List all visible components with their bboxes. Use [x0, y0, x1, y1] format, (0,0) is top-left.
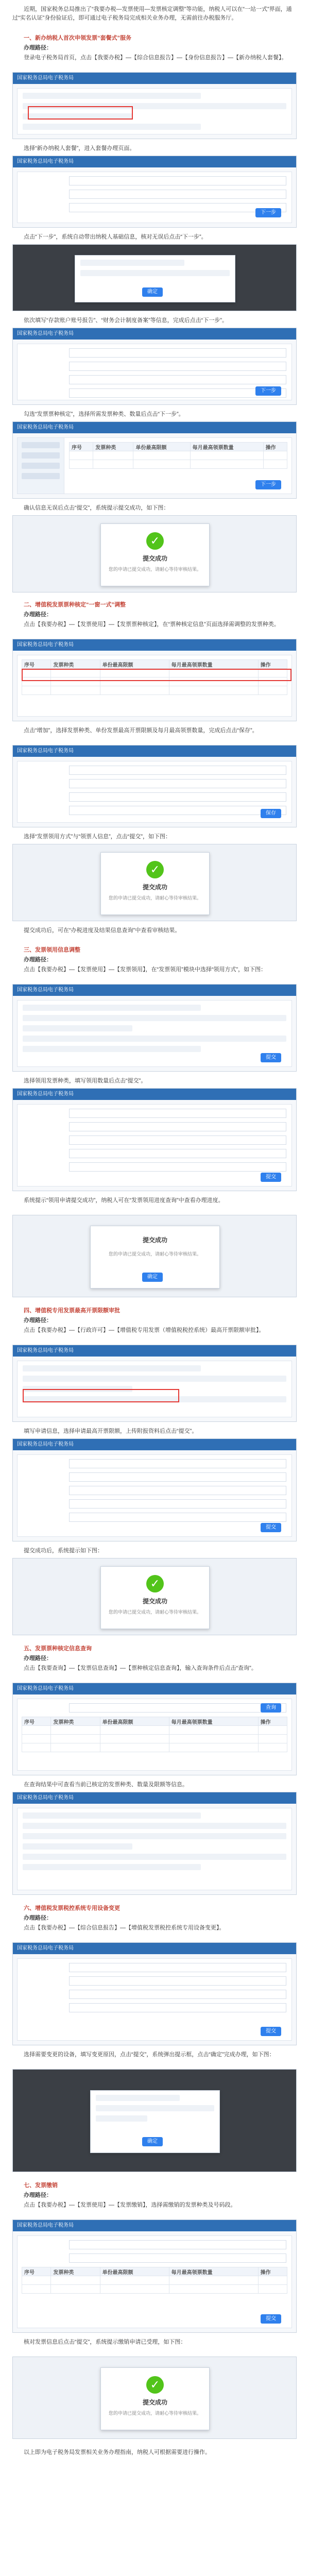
limit-form-body [17, 1454, 292, 1537]
step-text: 选择需要变更的设备，填写变更原因，点击“提交”，系统弹出提示框，点击“确定”完成办理，如下图： [24, 2052, 275, 2058]
section-7-path: 点击【我要办税】—【发票使用】—【发票缴销】，选择需缴销的发票种类及号码段。 [24, 2202, 236, 2208]
success-check-icon: ✓ [146, 2376, 164, 2394]
screenshot-success-7 [12, 2357, 297, 2439]
col-header: 操作 [263, 443, 287, 451]
confirm-modal [90, 2090, 220, 2153]
section-2-step1 [12, 726, 297, 736]
section-1-step1 [12, 144, 297, 154]
success-subtitle: 您的申请已提交成功，请耐心等待审核结果。 [108, 567, 201, 572]
add-ticket-body [17, 761, 292, 823]
success-title: 提交成功 [142, 884, 167, 891]
limit-body [17, 1361, 292, 1417]
section-3-path: 点击【我要办税】—【发票使用】—【发票领用】，在“发票领用”模块中选择“领用方式”，如下图： [24, 967, 267, 973]
query-button[interactable]: 查询 [261, 1703, 281, 1713]
success-check-icon: ✓ [146, 1575, 164, 1592]
section-4-text [12, 1307, 297, 1336]
section-3-step2 [12, 1196, 297, 1206]
portal-header: 国家税务总局电子税务局 [13, 1943, 296, 1954]
query-table [22, 1717, 287, 1752]
cancel-body [17, 2235, 292, 2328]
col-header: 每月最高领票数量 [169, 660, 258, 669]
section-7-path-label: 办理路径： [24, 2192, 52, 2198]
screenshot-portal [12, 72, 297, 139]
col-header: 单份最高限额 [100, 1717, 169, 1726]
portal-header: 国家税务总局电子税务局 [13, 745, 296, 757]
step-text: 勾选“发票票种核定”，选择所需发票种类、数量后点击“下一步”。 [24, 411, 184, 417]
screenshot-device [12, 1942, 297, 2045]
intro-paragraph: 近期，国家税务总局推出了“我要办税—发票使用—发票核定调整”等功能，纳税人可以在“一站一式”界面，通过“实名认证”身份验证后，即可通过电子税务局完成相关业务办理，无需前往办税服务厅。 [12, 6, 292, 21]
portal-header: 国家税务总局电子税务局 [13, 2220, 296, 2231]
next-button[interactable]: 下一步 [255, 386, 281, 396]
col-header: 每月最高领票数量 [190, 443, 263, 451]
section-2-step2 [12, 833, 297, 842]
portal-header: 国家税务总局电子税务局 [13, 639, 296, 651]
success-subtitle: 您的申请已提交成功，请耐心等待审核结果。 [108, 1609, 201, 1615]
section-6-title: 六、增值税发票税控系统专用设备变更 [24, 1905, 120, 1911]
section-5-title: 五、发票票种核定信息查询 [24, 1646, 92, 1652]
step-text: 选择“发票领用方式”与“领票人信息”，点击“提交”，如下图： [24, 834, 171, 840]
package-body [17, 172, 292, 223]
success-title: 提交成功 [142, 2399, 167, 2406]
col-header: 发票种类 [51, 1717, 100, 1726]
step-text: 点击“增加”，选择发票种类、单份发票最高开票限额及每月最高领票数量，完成后点击“保存”。 [24, 727, 258, 734]
section-2-path-label: 办理路径： [24, 612, 52, 618]
success-check-icon: ✓ [146, 861, 164, 878]
step-text: 点击“下一步”，系统自动带出纳税人基础信息，核对无误后点击“下一步”。 [24, 234, 207, 240]
screenshot-add-ticket [12, 745, 297, 827]
next-button[interactable]: 下一步 [255, 480, 281, 489]
portal-body [17, 88, 292, 134]
section-7-step1 [12, 2338, 297, 2348]
col-header: 操作 [258, 1717, 287, 1726]
section-2-step3 [12, 926, 297, 936]
section-1-text [12, 34, 297, 63]
success-subtitle: 您的申请已提交成功，请耐心等待审核结果。 [108, 895, 201, 901]
screenshot-success-3 [12, 1215, 297, 1297]
confirm-button[interactable]: 确定 [142, 1273, 163, 1282]
confirm-button[interactable]: 确定 [142, 287, 163, 297]
portal-header: 国家税务总局电子税务局 [13, 1089, 296, 1100]
success-title: 提交成功 [142, 555, 167, 562]
footer-text [12, 2448, 297, 2458]
next-button[interactable]: 下一步 [255, 208, 281, 217]
sidebar [18, 438, 64, 494]
section-2-path: 点击【我要办税】—【发票使用】—【发票票种核定】，在“票种核定信息”页面选择需调整的发票种类。 [24, 621, 280, 628]
table-row[interactable] [22, 1743, 287, 1752]
section-1-title: 一、新办纳税人首次申领发票“套餐式”服务 [24, 35, 131, 41]
col-header: 单份最高限额 [100, 660, 169, 669]
success-modal [100, 523, 210, 586]
section-1-step5 [12, 504, 297, 514]
col-header: 序号 [22, 2267, 51, 2276]
screenshot-query [12, 1683, 297, 1775]
portal-header: 国家税务总局电子税务局 [13, 985, 296, 996]
submit-button[interactable]: 提交 [261, 1523, 281, 1532]
highlight-box [28, 106, 133, 120]
screenshot-package [12, 156, 297, 228]
col-header: 发票种类 [93, 443, 133, 451]
account-form-body [17, 344, 292, 400]
screenshot-cancel [12, 2219, 297, 2333]
portal-header: 国家税务总局电子税务局 [13, 1439, 296, 1450]
step-text: 依次填写“存款账户账号报告”、“财务会计制度备案”等信息，完成后点击“下一步”。 [24, 317, 228, 324]
section-4-title: 四、增值税专用发票最高开票限额审批 [24, 1308, 120, 1314]
section-7-title: 七、发票缴销 [24, 2182, 58, 2189]
section-5-step1 [12, 1781, 297, 1790]
portal-header: 国家税务总局电子税务局 [13, 156, 296, 167]
success-title: 提交成功 [142, 1598, 167, 1605]
success-check-icon: ✓ [146, 532, 164, 550]
section-3-step1 [12, 1077, 297, 1087]
table-row[interactable] [22, 686, 287, 695]
section-6-step1 [12, 2050, 297, 2060]
section-3-path-label: 办理路径： [24, 957, 52, 963]
submit-button[interactable]: 提交 [261, 2314, 281, 2324]
screenshot-success-4 [12, 1558, 297, 1635]
cancel-table [22, 2267, 287, 2294]
section-4-step2 [12, 1547, 297, 1556]
screenshot-collect-form [12, 1088, 297, 1191]
step-text: 提交成功后，可在“办税进度及结果信息查询”中查看审核结果。 [24, 927, 181, 934]
portal-header: 国家税务总局电子税务局 [13, 422, 296, 433]
col-header: 每月最高领票数量 [169, 1717, 258, 1726]
screenshot-device-confirm [12, 2069, 297, 2172]
section-2-title: 二、增值税发票票种核定“一窗一式”调整 [24, 602, 126, 608]
submit-button[interactable]: 提交 [261, 2027, 281, 2036]
section-3-text [12, 946, 297, 975]
section-4-path-label: 办理路径： [24, 1317, 52, 1324]
submit-button[interactable]: 提交 [261, 1053, 281, 1062]
success-modal [90, 1226, 220, 1289]
col-header: 发票种类 [51, 2267, 100, 2276]
table-row[interactable] [22, 1735, 287, 1743]
save-button[interactable]: 保存 [261, 809, 281, 818]
section-4-step1 [12, 1427, 297, 1437]
screenshot-collect [12, 984, 297, 1072]
ticket-type-body [17, 655, 292, 717]
portal-header: 国家税务总局电子税务局 [13, 1792, 296, 1804]
col-header: 单份最高限额 [100, 2267, 169, 2276]
section-3-title: 三、发票领用信息调整 [24, 947, 80, 953]
screenshot-account-form [12, 328, 297, 405]
col-header: 发票种类 [51, 660, 100, 669]
intro-text [12, 5, 297, 24]
highlight-box [23, 1389, 179, 1402]
success-title: 提交成功 [142, 1236, 167, 1244]
screenshot-limit-form [12, 1438, 297, 1541]
query-body [17, 1699, 292, 1771]
highlight-box [22, 669, 291, 681]
step-text: 选择“新办纳税人套餐”，进入套餐办理页面。 [24, 145, 135, 151]
col-header: 单份最高限额 [133, 443, 190, 451]
success-modal [100, 1566, 210, 1629]
section-1-step3 [12, 316, 297, 326]
invoice-table [69, 442, 287, 469]
table-row[interactable] [22, 1726, 287, 1735]
query-result-body [17, 1808, 292, 1890]
col-header: 操作 [258, 660, 287, 669]
screenshot-limit [12, 1345, 297, 1422]
confirm-button[interactable]: 确定 [142, 2137, 163, 2146]
screenshot-success-2 [12, 844, 297, 921]
section-1-step4 [12, 410, 297, 420]
col-header: 序号 [22, 1717, 51, 1726]
col-header: 序号 [70, 443, 93, 451]
step-text: 提交成功后，系统提示如下图： [24, 1548, 103, 1554]
section-5-path-label: 办理路径： [24, 1655, 52, 1662]
success-modal [100, 852, 210, 915]
table-row[interactable] [70, 460, 287, 469]
table-row[interactable] [22, 2276, 287, 2285]
section-1-path: 登录电子税务局首页，点击【我要办税】—【综合信息报告】—【身份信息报告】—【新办纳税人套餐】。 [24, 55, 287, 61]
step-text: 核对发票信息后点击“提交”，系统提示缴销申请已受理，如下图： [24, 2339, 186, 2345]
invoice-type-body [17, 437, 292, 494]
footer-paragraph: 以上即为电子税务局发票相关业务办理指南，纳税人可根据需要进行操作。 [24, 2449, 211, 2455]
submit-button[interactable]: 提交 [261, 1173, 281, 1182]
col-header: 操作 [258, 2267, 287, 2276]
section-1-step2 [12, 233, 297, 243]
screenshot-query-result [12, 1792, 297, 1895]
success-subtitle: 您的申请已提交成功，请耐心等待审核结果。 [108, 1251, 201, 1257]
section-6-text [12, 1904, 297, 1934]
collect-body [17, 1000, 292, 1067]
screenshot-success-1 [12, 515, 297, 592]
section-2-text [12, 601, 297, 630]
table-row[interactable] [22, 2285, 287, 2294]
screenshot-info-dark [12, 244, 297, 311]
step-text: 确认信息无误后点击“提交”，系统提示提交成功，如下图： [24, 505, 169, 511]
device-body [17, 1958, 292, 2041]
table-row[interactable] [70, 451, 287, 460]
section-7-text [12, 2181, 297, 2211]
col-header: 序号 [22, 660, 51, 669]
screenshot-invoice-type [12, 421, 297, 499]
section-1-path-label: 办理路径： [24, 45, 52, 51]
success-subtitle: 您的申请已提交成功，请耐心等待审核结果。 [108, 2411, 201, 2416]
portal-header: 国家税务总局电子税务局 [13, 73, 296, 84]
section-6-path-label: 办理路径： [24, 1915, 52, 1921]
step-text: 填写申请信息，选择申请最高开票限额，上传附报资料后点击“提交”。 [24, 1428, 198, 1434]
portal-header: 国家税务总局电子税务局 [13, 328, 296, 340]
step-text: 在查询结果中可查看当前已核定的发票种类、数量及限额等信息。 [24, 1782, 188, 1788]
info-modal [75, 255, 235, 302]
section-5-path: 点击【我要查询】—【发票信息查询】—【票种核定信息查询】，输入查询条件后点击“查询”。 [24, 1665, 257, 1671]
section-5-text [12, 1645, 297, 1674]
success-modal [100, 2367, 210, 2430]
step-text: 系统提示“领用申请提交成功”，纳税人可在“发票领用进度查询”中查看办理进度。 [24, 1197, 224, 1204]
portal-header: 国家税务总局电子税务局 [13, 1345, 296, 1357]
step-text: 选择领用发票种类，填写领用数量后点击“提交”。 [24, 1078, 147, 1084]
portal-header: 国家税务总局电子税务局 [13, 1683, 296, 1694]
collect-form-body [17, 1104, 292, 1187]
section-6-path: 点击【我要办税】—【综合信息报告】—【增值税发票税控系统专用设备变更】。 [24, 1925, 225, 1931]
col-header: 每月最高领票数量 [169, 2267, 258, 2276]
section-4-path: 点击【我要办税】—【行政许可】—【增值税专用发票（增值税税控系统）最高开票限额审批】。 [24, 1327, 265, 1333]
screenshot-ticket-type [12, 639, 297, 721]
